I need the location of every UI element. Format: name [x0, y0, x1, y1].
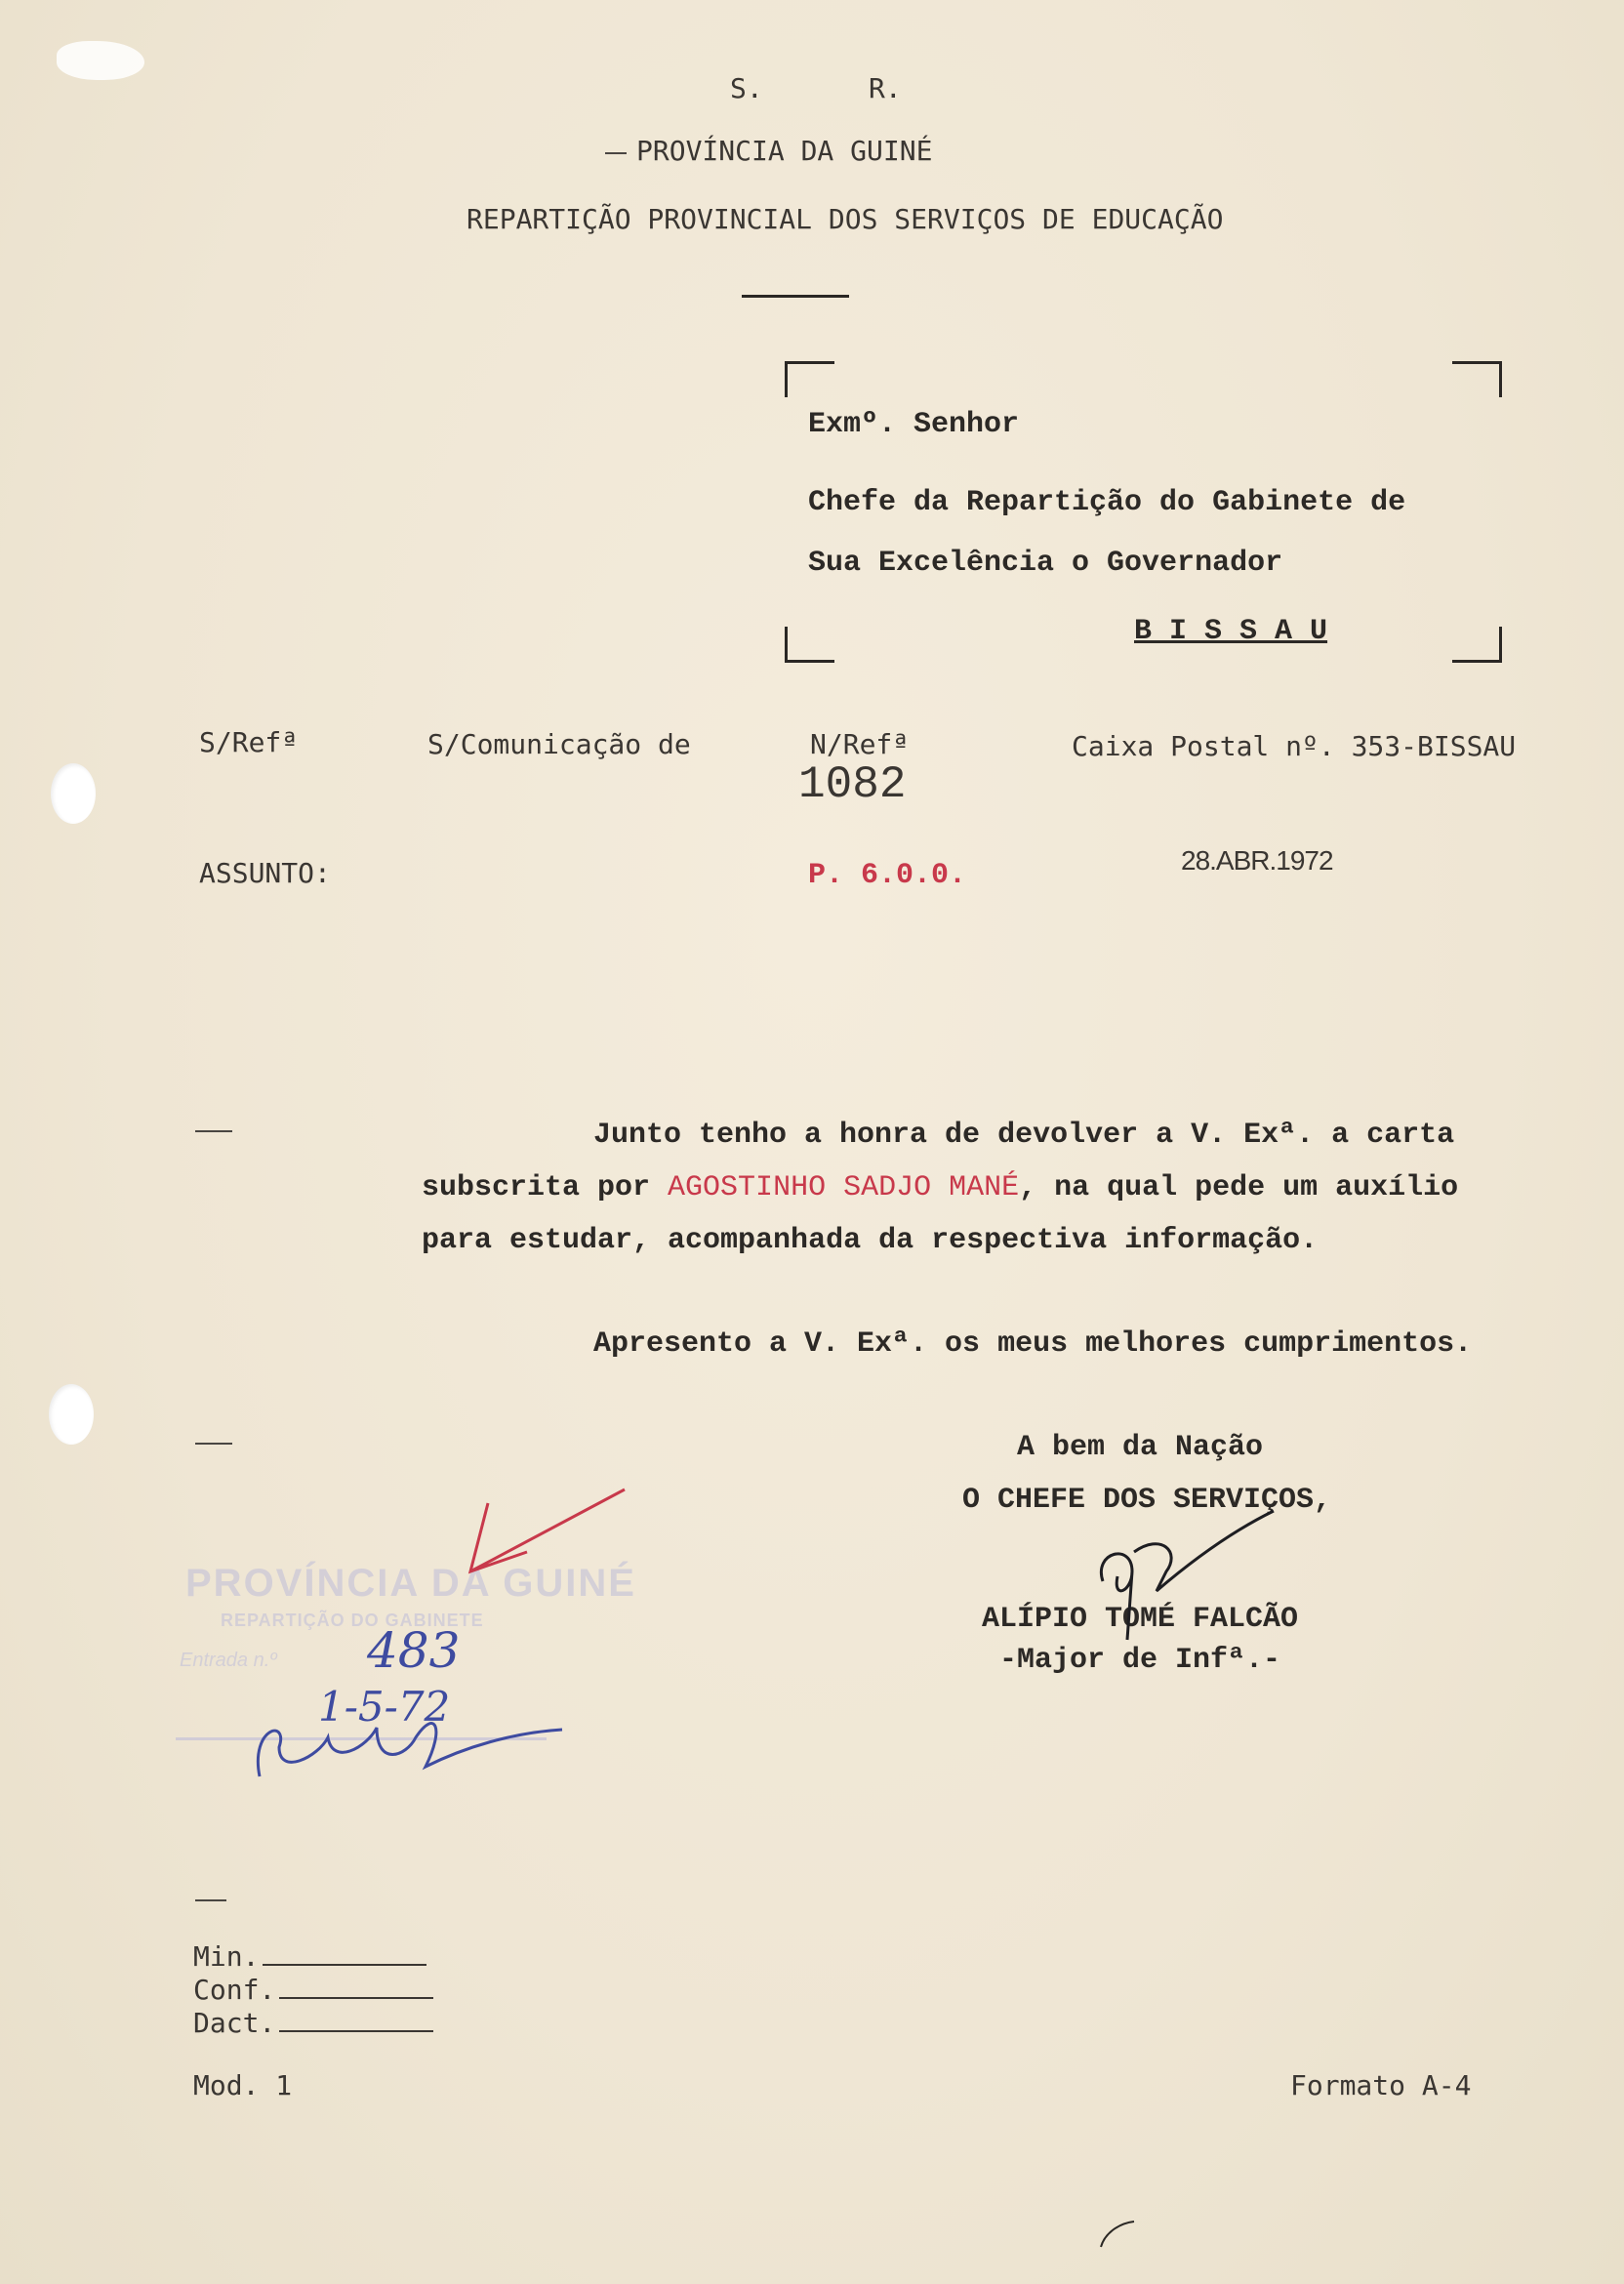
stray-mark — [1093, 2214, 1142, 2253]
address-salutation: Exmº. Senhor — [808, 408, 1020, 441]
torn-corner-mark — [57, 41, 144, 80]
red-check-mark — [459, 1484, 634, 1591]
handwritten-entry-date: 1-5-72 — [318, 1683, 451, 1731]
handwritten-initials — [240, 1689, 572, 1796]
body-p2: Apresento a V. Exª. os meus melhores cumprimentos. — [593, 1327, 1473, 1361]
footer-format: Formato A-4 — [1290, 2069, 1472, 2101]
margin-mark-2 — [195, 1443, 232, 1445]
footer-dact-blank — [279, 2005, 433, 2032]
footer-dact — [193, 2005, 433, 2039]
footer-dact-label: Dact. — [193, 2007, 276, 2039]
address-line1: Chefe da Repartição do Gabinete de — [808, 486, 1406, 519]
header-province: PROVÍNCIA DA GUINÉ — [636, 135, 933, 167]
footer-min-label: Min. — [193, 1940, 260, 1973]
footer-min — [193, 1938, 426, 1973]
header-s: S. — [730, 72, 763, 104]
ref-assunto: ASSUNTO: — [199, 857, 331, 889]
body-p1-line1: Junto tenho a honra de devolver a V. Exª. a carta — [593, 1119, 1455, 1152]
address-bracket-top-left — [785, 361, 834, 397]
handwritten-entry-number: 483 — [367, 1622, 461, 1679]
entry-stamp-line1: PROVÍNCIA DA GUINÉ — [185, 1562, 636, 1605]
footer-conf-label: Conf. — [193, 1974, 276, 2006]
address-bracket-bottom-right — [1452, 627, 1502, 663]
ref-process-code: P. 6.0.0. — [808, 859, 967, 892]
margin-mark-1 — [195, 1130, 232, 1132]
footer-model: Mod. 1 — [193, 2069, 293, 2101]
ref-number: 1082 — [798, 759, 907, 810]
signatory-name: ALÍPIO TOMÉ FALCÃO — [982, 1603, 1299, 1636]
body-p1-line2-post: , na qual pede um auxílio — [1019, 1171, 1459, 1204]
header-rule — [742, 295, 849, 298]
ref-caixa-postal: Caixa Postal nº. 353-BISSAU — [1072, 730, 1517, 762]
body-p1-line3: para estudar, acompanhada da respectiva informação. — [422, 1224, 1319, 1257]
punch-hole-bottom — [49, 1384, 94, 1445]
footer-min-blank — [263, 1938, 426, 1966]
body-p1-line2 — [422, 1171, 1458, 1204]
signature — [1074, 1493, 1308, 1650]
address-line2: Sua Excelência o Governador — [808, 547, 1283, 580]
address-bracket-top-right — [1452, 361, 1502, 397]
address-city: B I S S A U — [1134, 615, 1328, 648]
header-r: R. — [869, 72, 902, 104]
closing-line2: O CHEFE DOS SERVIÇOS, — [962, 1484, 1332, 1517]
margin-mark-3 — [195, 1899, 226, 1901]
body-recipient-name: AGOSTINHO SADJO MANÉ — [668, 1171, 1020, 1204]
entry-stamp-line2: REPARTIÇÃO DO GABINETE — [221, 1611, 484, 1630]
header-province-dash — [605, 152, 627, 154]
ref-n-refa: N/Refª — [810, 728, 910, 760]
footer-conf — [193, 1972, 433, 2006]
punch-hole-top — [51, 763, 96, 824]
ref-s-refa: S/Refª — [199, 726, 299, 758]
ref-s-comunicacao: S/Comunicação de — [427, 728, 691, 760]
signatory-rank: -Major de Infª.- — [999, 1644, 1281, 1677]
header-department: REPARTIÇÃO PROVINCIAL DOS SERVIÇOS DE EDUCAÇÃO — [467, 203, 1224, 235]
footer-conf-blank — [279, 1972, 433, 1999]
closing-line1: A bem da Nação — [1017, 1431, 1264, 1464]
date-stamp: 28.ABR.1972 — [1181, 845, 1333, 876]
entry-stamp-line3: Entrada n.º — [180, 1650, 277, 1671]
body-p1-line2-pre: subscrita por — [422, 1171, 669, 1204]
address-bracket-bottom-left — [785, 627, 834, 663]
